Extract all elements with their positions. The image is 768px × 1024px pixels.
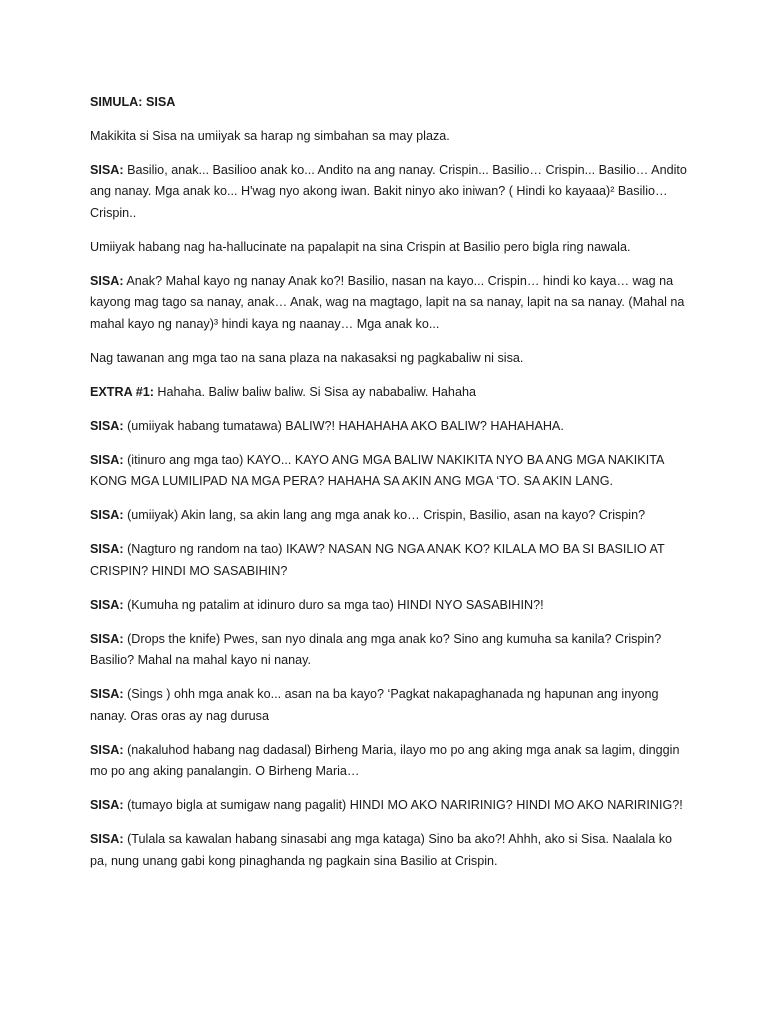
speaker-label: SISA: — [90, 597, 124, 612]
paragraph-text: (Kumuha ng patalim at idinuro duro sa mga tao) HINDI NYO SASABIHIN?! — [123, 597, 544, 612]
script-paragraph — [90, 271, 690, 336]
script-paragraph — [90, 539, 690, 582]
script-paragraph — [90, 348, 690, 370]
paragraph-text: (nakaluhod habang nag dadasal) Birheng Maria, ilayo mo po ang aking mga anak sa lagim, dinggin mo po ang aking panalangin. O Birheng Maria… — [90, 742, 680, 778]
paragraph-list — [90, 126, 690, 873]
paragraph-text: (umiiyak habang tumatawa) BALIW?! HAHAHAHA AKO BALIW? HAHAHAHA. — [123, 418, 564, 433]
script-paragraph — [90, 595, 690, 617]
speaker-label: SISA: — [90, 742, 124, 757]
script-paragraph — [90, 160, 690, 225]
speaker-label: SISA: — [90, 798, 124, 812]
paragraph-text: (umiiyak) Akin lang, sa akin lang ang mga anak ko… Crispin, Basilio, asan na kayo? Crispin? — [123, 508, 646, 522]
script-paragraph — [90, 795, 690, 817]
paragraph-text: Nag tawanan ang mga tao na sana plaza na nakasaksi ng pagkabaliw ni sisa. — [90, 350, 524, 365]
paragraph-text: (Nagturo ng random na tao) IKAW? NASAN NG NGA ANAK KO? KILALA MO BA SI BASILIO AT CRISPIN? HINDI MO SASABIHIN? — [90, 542, 665, 578]
speaker-label: SISA: — [90, 162, 124, 177]
paragraph-text: Umiiyak habang nag ha-hallucinate na papalapit na sina Crispin at Basilio pero bigla ring nawala. — [90, 239, 631, 254]
paragraph-text: (tumayo bigla at sumigaw nang pagalit) HINDI MO AKO NARIRINIG? HINDI MO AKO NARIRINIG?! — [123, 798, 683, 812]
script-paragraph — [90, 382, 690, 404]
speaker-label: SISA: — [90, 508, 124, 522]
paragraph-text: (itinuro ang mga tao) KAYO... KAYO ANG MGA BALIW NAKIKITA NYO BA ANG MGA NAKIKITA KONG MGA LUMILIPAD NA MGA PERA? HAHAHA SA AKIN ANG MGA ‘TO. SA AKIN LANG. — [90, 452, 664, 488]
speaker-label: SISA: — [90, 687, 124, 701]
document-page — [90, 92, 690, 885]
speaker-label: EXTRA #1: — [90, 384, 154, 399]
script-paragraph — [90, 416, 690, 438]
speaker-label: SISA: — [90, 832, 124, 846]
script-paragraph — [90, 237, 690, 259]
paragraph-text: (Drops the knife) Pwes, san nyo dinala ang mga anak ko? Sino ang kumuha sa kanila? Crispin? Basilio? Mahal na mahal kayo ni nanay. — [90, 631, 662, 667]
paragraph-text: (Tulala sa kawalan habang sinasabi ang mga kataga) Sino ba ako?! Ahhh, ako si Sisa. Naalala ko pa, nung unang gabi kong pinaghanda ng pagkain sina Basilio at Crispin. — [90, 832, 672, 868]
script-paragraph — [90, 829, 690, 872]
paragraph-text: Anak? Mahal kayo ng nanay Anak ko?! Basilio, nasan na kayo... Crispin… hindi ko kaya… wag na kayong mag tago sa nanay, anak… Anak, wag na magtago, lapit na sa nanay, lapit na sa nanay. (Mahal na mahal kayo ng nanay)³ hindi kaya ng naanay… Mga anak ko... — [90, 273, 685, 331]
script-paragraph — [90, 740, 690, 783]
paragraph-text: Basilio, anak... Basilioo anak ko... Andito na ang nanay. Crispin... Basilio… Crispin... Basilio… Andito ang nanay. Mga anak ko... H'wag nyo akong iwan. Bakit ninyo ako iniwan? ( Hindi ko kayaaa)² Basilio… Crispin.. — [90, 162, 687, 220]
script-paragraph — [90, 450, 690, 493]
script-paragraph — [90, 629, 690, 672]
speaker-label: SISA: — [90, 452, 124, 467]
script-paragraph — [90, 126, 690, 148]
script-paragraph — [90, 684, 690, 727]
paragraph-text: Hahaha. Baliw baliw baliw. Si Sisa ay nababaliw. Hahaha — [153, 384, 476, 399]
speaker-label: SISA: — [90, 273, 124, 288]
speaker-label: SISA: — [90, 418, 124, 433]
script-paragraph — [90, 505, 690, 527]
speaker-label: SISA: — [90, 542, 124, 556]
paragraph-text: Makikita si Sisa na umiiyak sa harap ng simbahan sa may plaza. — [90, 128, 450, 143]
document-title: SIMULA: SISA — [90, 95, 176, 109]
speaker-label: SISA: — [90, 631, 124, 646]
paragraph-text: (Sings ) ohh mga anak ko... asan na ba kayo? ‘Pagkat nakapaghanada ng hapunan ang inyong nanay. Oras oras ay nag durusa — [90, 687, 659, 723]
